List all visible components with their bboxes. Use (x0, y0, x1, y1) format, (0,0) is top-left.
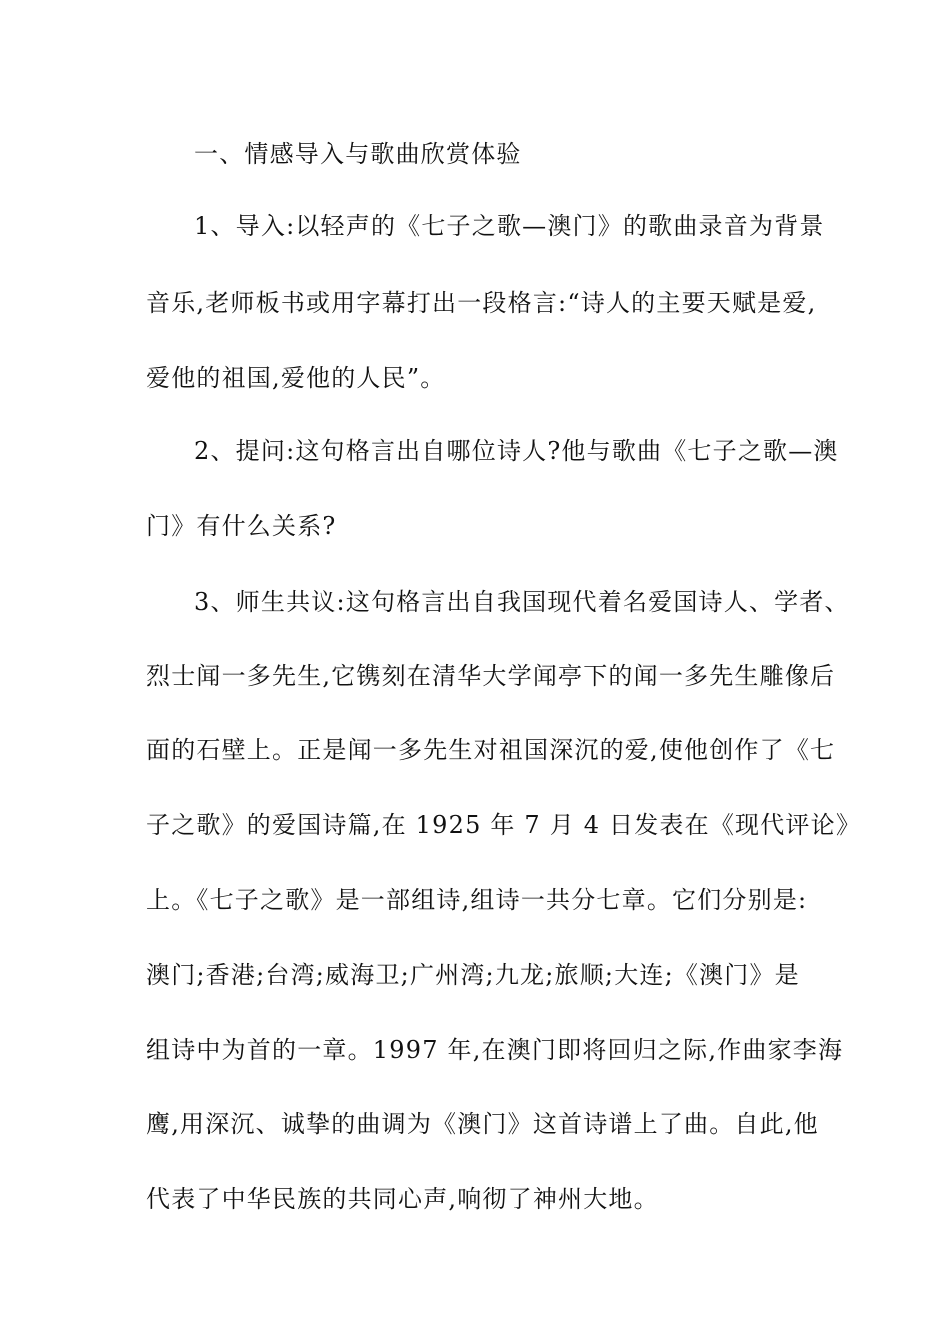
paragraph-1-line-1: 1、导入:以轻声的《七子之歌—澳门》的歌曲录音为背景 (194, 212, 825, 240)
paragraph-2-line-2: 门》有什么关系? (146, 512, 337, 540)
paragraph-3-line-1: 3、师生共议:这句格言出自我国现代着名爱国诗人、学者、 (194, 588, 850, 616)
paragraph-3-line-4: 子之歌》的爱国诗篇,在 1925 年 7 月 4 日发表在《现代评论》 (146, 811, 862, 839)
paragraph-3-line-9: 代表了中华民族的共同心声,响彻了神州大地。 (146, 1185, 659, 1213)
paragraph-3-line-3: 面的石壁上。正是闻一多先生对祖国深沉的爱,使他创作了《七 (146, 736, 836, 764)
paragraph-2-line-1: 2、提问:这句格言出自哪位诗人?他与歌曲《七子之歌—澳 (194, 437, 839, 465)
paragraph-3-line-6: 澳门;香港;台湾;威海卫;广州湾;九龙;旅顺;大连;《澳门》是 (146, 961, 800, 989)
paragraph-3-line-8: 鹰,用深沉、诚挚的曲调为《澳门》这首诗谱上了曲。自此,他 (146, 1110, 819, 1138)
section-heading: 一、情感导入与歌曲欣赏体验 (194, 140, 522, 168)
paragraph-1-line-2: 音乐,老师板书或用字幕打出一段格言:“诗人的主要天赋是爱, (146, 289, 817, 317)
paragraph-3-line-5: 上。《七子之歌》是一部组诗,组诗一共分七章。它们分别是: (146, 886, 808, 914)
paragraph-1-line-3: 爱他的祖国,爱他的人民”。 (146, 364, 446, 392)
paragraph-3-line-2: 烈士闻一多先生,它镌刻在清华大学闻亭下的闻一多先生雕像后 (146, 662, 836, 690)
paragraph-3-line-7: 组诗中为首的一章。1997 年,在澳门即将回归之际,作曲家李海 (146, 1036, 844, 1064)
